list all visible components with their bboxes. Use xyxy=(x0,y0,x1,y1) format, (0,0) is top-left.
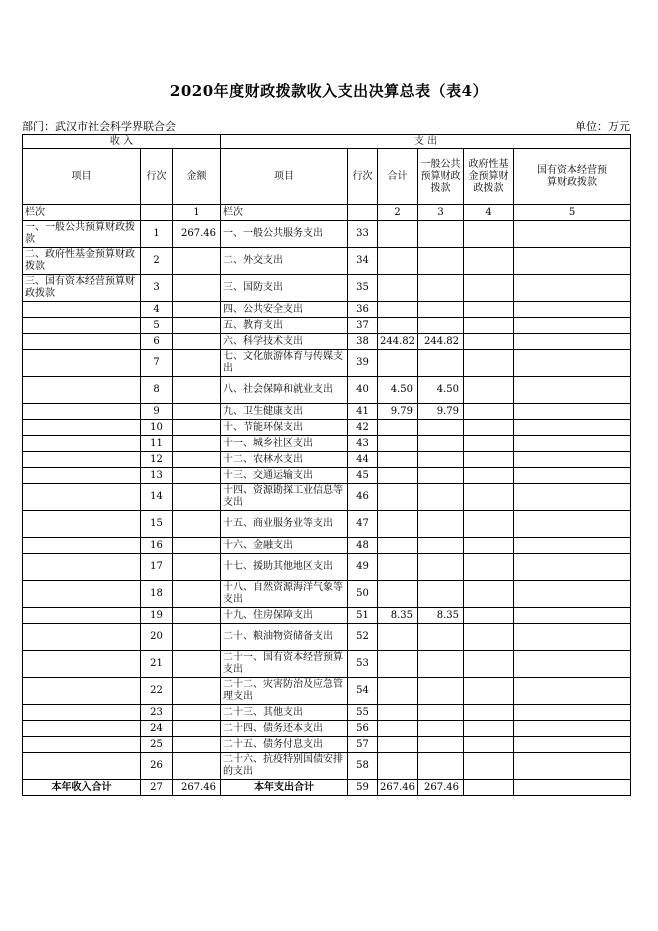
income-item xyxy=(23,721,141,737)
expense-fund-cell xyxy=(464,753,514,780)
expense-total-cell xyxy=(378,678,418,705)
income-row-no: 2 xyxy=(141,248,173,275)
lanci-c4: 4 xyxy=(464,205,514,221)
expense-item: 二十、粮油物资储备支出 xyxy=(221,624,348,651)
expense-fund-cell xyxy=(464,248,514,275)
col-general-budget: 一般公共预算财政拨款 xyxy=(418,149,464,205)
expense-capital-cell xyxy=(514,705,631,721)
expense-item: 七、文化旅游体育与传媒支出 xyxy=(221,350,348,377)
expense-general-cell xyxy=(418,678,464,705)
income-item xyxy=(23,737,141,753)
expense-general-cell xyxy=(418,651,464,678)
expense-total-cell xyxy=(378,554,418,581)
income-amount xyxy=(173,651,221,678)
expense-capital-cell xyxy=(514,318,631,334)
income-total-label: 本年收入合计 xyxy=(23,780,141,796)
expense-row-no: 53 xyxy=(348,651,378,678)
expense-fund-cell xyxy=(464,737,514,753)
expense-capital-cell xyxy=(514,581,631,608)
expense-general-cell: 9.79 xyxy=(418,404,464,420)
expense-row-no: 44 xyxy=(348,452,378,468)
expense-general-cell xyxy=(418,721,464,737)
expense-item: 二十六、抗疫特别国债安排的支出 xyxy=(221,753,348,780)
expense-fund-cell xyxy=(464,468,514,484)
col-amount: 金额 xyxy=(173,149,221,205)
expense-item: 九、卫生健康支出 xyxy=(221,404,348,420)
expense-fund-cell xyxy=(464,678,514,705)
income-item: 一、一般公共预算财政拨款 xyxy=(23,221,141,248)
expense-fund-cell xyxy=(464,554,514,581)
income-item xyxy=(23,377,141,404)
income-row-no: 20 xyxy=(141,624,173,651)
expense-general-cell: 4.50 xyxy=(418,377,464,404)
expense-fund-cell xyxy=(464,221,514,248)
income-amount xyxy=(173,248,221,275)
table-row xyxy=(23,678,631,705)
income-item xyxy=(23,608,141,624)
income-amount xyxy=(173,377,221,404)
expense-capital-cell xyxy=(514,420,631,436)
income-item xyxy=(23,554,141,581)
income-item xyxy=(23,651,141,678)
expense-total-cell: 4.50 xyxy=(378,377,418,404)
budget-summary-table xyxy=(22,134,631,796)
expense-general-cell xyxy=(418,581,464,608)
expense-item: 五、教育支出 xyxy=(221,318,348,334)
income-item xyxy=(23,538,141,554)
expense-capital-cell xyxy=(514,511,631,538)
expense-total-cell xyxy=(378,221,418,248)
expense-general-cell xyxy=(418,350,464,377)
expense-total-cell xyxy=(378,511,418,538)
expense-general-cell xyxy=(418,484,464,511)
expense-capital-cell xyxy=(514,221,631,248)
expense-capital-cell xyxy=(514,436,631,452)
expense-row-no: 38 xyxy=(348,334,378,350)
income-row-no: 15 xyxy=(141,511,173,538)
expense-general-cell: 244.82 xyxy=(418,334,464,350)
income-item xyxy=(23,678,141,705)
expense-capital-cell xyxy=(514,350,631,377)
income-amount xyxy=(173,678,221,705)
expense-item: 一、一般公共服务支出 xyxy=(221,221,348,248)
expense-fund-cell xyxy=(464,318,514,334)
expense-item: 二十一、国有资本经营预算支出 xyxy=(221,651,348,678)
expense-total-cell: 244.82 xyxy=(378,334,418,350)
lanci-label-right: 栏次 xyxy=(221,205,348,221)
expense-total-cell xyxy=(378,737,418,753)
income-amount xyxy=(173,538,221,554)
expense-capital-cell xyxy=(514,302,631,318)
income-amount: 267.46 xyxy=(173,221,221,248)
expense-item: 二十三、其他支出 xyxy=(221,705,348,721)
col-gov-fund: 政府性基金预算财政拨款 xyxy=(464,149,514,205)
expense-row-no: 51 xyxy=(348,608,378,624)
income-row-no: 4 xyxy=(141,302,173,318)
expense-fund-cell xyxy=(464,721,514,737)
expense-item: 四、公共安全支出 xyxy=(221,302,348,318)
expense-total-cell: 8.35 xyxy=(378,608,418,624)
expense-capital-cell xyxy=(514,452,631,468)
income-row-no: 18 xyxy=(141,581,173,608)
expense-general-cell xyxy=(418,248,464,275)
expense-row-no: 57 xyxy=(348,737,378,753)
income-item xyxy=(23,705,141,721)
page-title: 2020年度财政拨款收入支出决算总表（表4） xyxy=(169,82,489,100)
expense-total-row-no: 59 xyxy=(348,780,378,796)
expense-general-cell xyxy=(418,318,464,334)
expense-capital-cell xyxy=(514,248,631,275)
expense-general-cell xyxy=(418,452,464,468)
income-row-no: 21 xyxy=(141,651,173,678)
expense-total-cell xyxy=(378,721,418,737)
expense-row-no: 39 xyxy=(348,350,378,377)
income-item xyxy=(23,468,141,484)
income-amount xyxy=(173,511,221,538)
table-row xyxy=(23,608,631,624)
income-row-no: 17 xyxy=(141,554,173,581)
expense-row-no: 52 xyxy=(348,624,378,651)
expense-total-capital xyxy=(514,780,631,796)
expense-capital-cell xyxy=(514,651,631,678)
expense-fund-cell xyxy=(464,452,514,468)
income-amount xyxy=(173,737,221,753)
expense-fund-cell xyxy=(464,350,514,377)
expense-total-cell xyxy=(378,624,418,651)
income-item xyxy=(23,581,141,608)
totals-row xyxy=(23,780,631,796)
expense-capital-cell xyxy=(514,538,631,554)
expense-total: 267.46 xyxy=(378,780,418,796)
expense-capital-cell xyxy=(514,404,631,420)
expense-item: 十九、住房保障支出 xyxy=(221,608,348,624)
table-row xyxy=(23,221,631,248)
table-row xyxy=(23,468,631,484)
expense-total-cell xyxy=(378,468,418,484)
income-item xyxy=(23,484,141,511)
table-row xyxy=(23,275,631,302)
income-amount xyxy=(173,302,221,318)
table-row xyxy=(23,538,631,554)
expense-total-cell xyxy=(378,275,418,302)
income-item xyxy=(23,302,141,318)
income-item xyxy=(23,334,141,350)
expense-row-no: 48 xyxy=(348,538,378,554)
expense-capital-cell xyxy=(514,678,631,705)
income-row-no: 6 xyxy=(141,334,173,350)
expense-item: 二十五、债务付息支出 xyxy=(221,737,348,753)
income-item xyxy=(23,318,141,334)
table-row xyxy=(23,377,631,404)
table-row xyxy=(23,705,631,721)
expense-row-no: 34 xyxy=(348,248,378,275)
income-item xyxy=(23,452,141,468)
expense-row-no: 49 xyxy=(348,554,378,581)
expense-total-cell xyxy=(378,318,418,334)
expense-row-no: 43 xyxy=(348,436,378,452)
expense-total-cell: 9.79 xyxy=(378,404,418,420)
table-row xyxy=(23,334,631,350)
expense-fund-cell xyxy=(464,377,514,404)
expense-item: 六、科学技术支出 xyxy=(221,334,348,350)
expense-general-cell xyxy=(418,420,464,436)
expense-item: 十四、资源勘探工业信息等支出 xyxy=(221,484,348,511)
expense-general-cell xyxy=(418,554,464,581)
expense-capital-cell xyxy=(514,484,631,511)
lanci-c2: 2 xyxy=(378,205,418,221)
col-state-capital: 国有资本经营预算财政拨款 xyxy=(514,149,631,205)
expense-row-no: 54 xyxy=(348,678,378,705)
expense-row-no: 55 xyxy=(348,705,378,721)
income-item xyxy=(23,436,141,452)
col-exp-row-no: 行次 xyxy=(348,149,378,205)
income-item xyxy=(23,511,141,538)
table-row xyxy=(23,420,631,436)
table-row xyxy=(23,484,631,511)
lanci-c1: 1 xyxy=(173,205,221,221)
income-amount xyxy=(173,452,221,468)
expense-item: 十六、金融支出 xyxy=(221,538,348,554)
expense-total-cell xyxy=(378,705,418,721)
expense-item: 十一、城乡社区支出 xyxy=(221,436,348,452)
table-row xyxy=(23,452,631,468)
expense-capital-cell xyxy=(514,377,631,404)
income-amount xyxy=(173,420,221,436)
expense-general-cell xyxy=(418,624,464,651)
expense-header: 支 出 xyxy=(221,135,631,149)
income-row-no: 23 xyxy=(141,705,173,721)
table-row xyxy=(23,248,631,275)
table-row xyxy=(23,624,631,651)
expense-capital-cell xyxy=(514,334,631,350)
table-row xyxy=(23,581,631,608)
lanci-label-left: 栏次 xyxy=(23,205,141,221)
table-row xyxy=(23,721,631,737)
expense-capital-cell xyxy=(514,624,631,651)
expense-capital-cell xyxy=(514,554,631,581)
expense-item: 十、节能环保支出 xyxy=(221,420,348,436)
unit-label: 单位：万元 xyxy=(575,120,630,133)
expense-item: 二、外交支出 xyxy=(221,248,348,275)
expense-total-cell xyxy=(378,581,418,608)
expense-fund-cell xyxy=(464,334,514,350)
expense-capital-cell xyxy=(514,608,631,624)
income-row-no: 19 xyxy=(141,608,173,624)
income-row-no: 12 xyxy=(141,452,173,468)
income-item: 三、国有资本经营预算财政拨款 xyxy=(23,275,141,302)
expense-fund-cell xyxy=(464,420,514,436)
expense-total-cell xyxy=(378,350,418,377)
expense-capital-cell xyxy=(514,753,631,780)
expense-total-general: 267.46 xyxy=(418,780,464,796)
expense-general-cell: 8.35 xyxy=(418,608,464,624)
expense-fund-cell xyxy=(464,705,514,721)
table-row xyxy=(23,350,631,377)
income-amount xyxy=(173,275,221,302)
expense-row-no: 33 xyxy=(348,221,378,248)
table-row xyxy=(23,436,631,452)
income-amount xyxy=(173,468,221,484)
income-amount xyxy=(173,721,221,737)
col-item: 项目 xyxy=(23,149,141,205)
lanci-row xyxy=(23,205,631,221)
expense-row-no: 35 xyxy=(348,275,378,302)
expense-item: 二十二、灾害防治及应急管理支出 xyxy=(221,678,348,705)
income-amount xyxy=(173,484,221,511)
expense-fund-cell xyxy=(464,275,514,302)
expense-capital-cell xyxy=(514,468,631,484)
expense-fund-cell xyxy=(464,511,514,538)
expense-item: 八、社会保障和就业支出 xyxy=(221,377,348,404)
expense-item: 十二、农林水支出 xyxy=(221,452,348,468)
expense-row-no: 36 xyxy=(348,302,378,318)
income-amount xyxy=(173,705,221,721)
income-amount xyxy=(173,554,221,581)
expense-total-fund xyxy=(464,780,514,796)
expense-general-cell xyxy=(418,511,464,538)
expense-total-cell xyxy=(378,753,418,780)
column-header-row xyxy=(23,149,631,205)
expense-general-cell xyxy=(418,468,464,484)
expense-capital-cell xyxy=(514,737,631,753)
expense-fund-cell xyxy=(464,484,514,511)
income-row-no: 5 xyxy=(141,318,173,334)
expense-row-no: 40 xyxy=(348,377,378,404)
income-item xyxy=(23,350,141,377)
expense-row-no: 42 xyxy=(348,420,378,436)
expense-general-cell xyxy=(418,753,464,780)
col-total: 合计 xyxy=(378,149,418,205)
income-row-no: 9 xyxy=(141,404,173,420)
expense-total-cell xyxy=(378,452,418,468)
expense-total-cell xyxy=(378,538,418,554)
expense-total-cell xyxy=(378,651,418,678)
expense-row-no: 46 xyxy=(348,484,378,511)
income-amount xyxy=(173,318,221,334)
expense-fund-cell xyxy=(464,651,514,678)
income-row-no: 16 xyxy=(141,538,173,554)
income-amount xyxy=(173,334,221,350)
income-amount xyxy=(173,581,221,608)
income-row-no: 7 xyxy=(141,350,173,377)
table-row xyxy=(23,302,631,318)
income-amount xyxy=(173,436,221,452)
expense-total-cell xyxy=(378,302,418,318)
expense-total-cell xyxy=(378,420,418,436)
income-total-amount: 267.46 xyxy=(173,780,221,796)
expense-row-no: 45 xyxy=(348,468,378,484)
income-item xyxy=(23,624,141,651)
expense-fund-cell xyxy=(464,404,514,420)
expense-general-cell xyxy=(418,705,464,721)
col-row-no: 行次 xyxy=(141,149,173,205)
income-amount xyxy=(173,350,221,377)
table-row xyxy=(23,511,631,538)
expense-row-no: 47 xyxy=(348,511,378,538)
expense-item: 十八、自然资源海洋气象等支出 xyxy=(221,581,348,608)
expense-general-cell xyxy=(418,275,464,302)
table-row xyxy=(23,753,631,780)
expense-capital-cell xyxy=(514,275,631,302)
table-row xyxy=(23,404,631,420)
expense-general-cell xyxy=(418,538,464,554)
expense-fund-cell xyxy=(464,538,514,554)
expense-general-cell xyxy=(418,436,464,452)
lanci-c3: 3 xyxy=(418,205,464,221)
expense-fund-cell xyxy=(464,302,514,318)
income-item xyxy=(23,753,141,780)
income-item xyxy=(23,420,141,436)
expense-general-cell xyxy=(418,737,464,753)
expense-total-cell xyxy=(378,436,418,452)
income-row-no: 13 xyxy=(141,468,173,484)
income-row-no: 11 xyxy=(141,436,173,452)
expense-row-no: 37 xyxy=(348,318,378,334)
table-row xyxy=(23,318,631,334)
income-amount xyxy=(173,404,221,420)
col-exp-item: 项目 xyxy=(221,149,348,205)
expense-item: 三、国防支出 xyxy=(221,275,348,302)
expense-fund-cell xyxy=(464,581,514,608)
income-header: 收 入 xyxy=(23,135,221,149)
income-row-no: 22 xyxy=(141,678,173,705)
expense-row-no: 50 xyxy=(348,581,378,608)
expense-capital-cell xyxy=(514,721,631,737)
lanci-c5: 5 xyxy=(514,205,631,221)
expense-row-no: 41 xyxy=(348,404,378,420)
income-row-no: 8 xyxy=(141,377,173,404)
income-amount xyxy=(173,624,221,651)
income-item: 二、政府性基金预算财政拨款 xyxy=(23,248,141,275)
expense-fund-cell xyxy=(464,624,514,651)
expense-total-label: 本年支出合计 xyxy=(221,780,348,796)
section-header-row xyxy=(23,135,631,149)
expense-row-no: 56 xyxy=(348,721,378,737)
expense-item: 十三、交通运输支出 xyxy=(221,468,348,484)
expense-item: 二十四、债务还本支出 xyxy=(221,721,348,737)
expense-total-cell xyxy=(378,248,418,275)
expense-general-cell xyxy=(418,221,464,248)
table-row xyxy=(23,651,631,678)
income-amount xyxy=(173,608,221,624)
income-item xyxy=(23,404,141,420)
income-row-no: 25 xyxy=(141,737,173,753)
expense-fund-cell xyxy=(464,608,514,624)
expense-item: 十五、商业服务业等支出 xyxy=(221,511,348,538)
department-label: 部门：武汉市社会科学界联合会 xyxy=(22,120,176,133)
income-row-no: 1 xyxy=(141,221,173,248)
table-row xyxy=(23,554,631,581)
expense-row-no: 58 xyxy=(348,753,378,780)
income-row-no: 24 xyxy=(141,721,173,737)
expense-total-cell xyxy=(378,484,418,511)
expense-item: 十七、援助其他地区支出 xyxy=(221,554,348,581)
income-total-row-no: 27 xyxy=(141,780,173,796)
income-row-no: 26 xyxy=(141,753,173,780)
income-row-no: 3 xyxy=(141,275,173,302)
income-row-no: 14 xyxy=(141,484,173,511)
expense-fund-cell xyxy=(464,436,514,452)
income-row-no: 10 xyxy=(141,420,173,436)
table-row xyxy=(23,737,631,753)
income-amount xyxy=(173,753,221,780)
expense-general-cell xyxy=(418,302,464,318)
